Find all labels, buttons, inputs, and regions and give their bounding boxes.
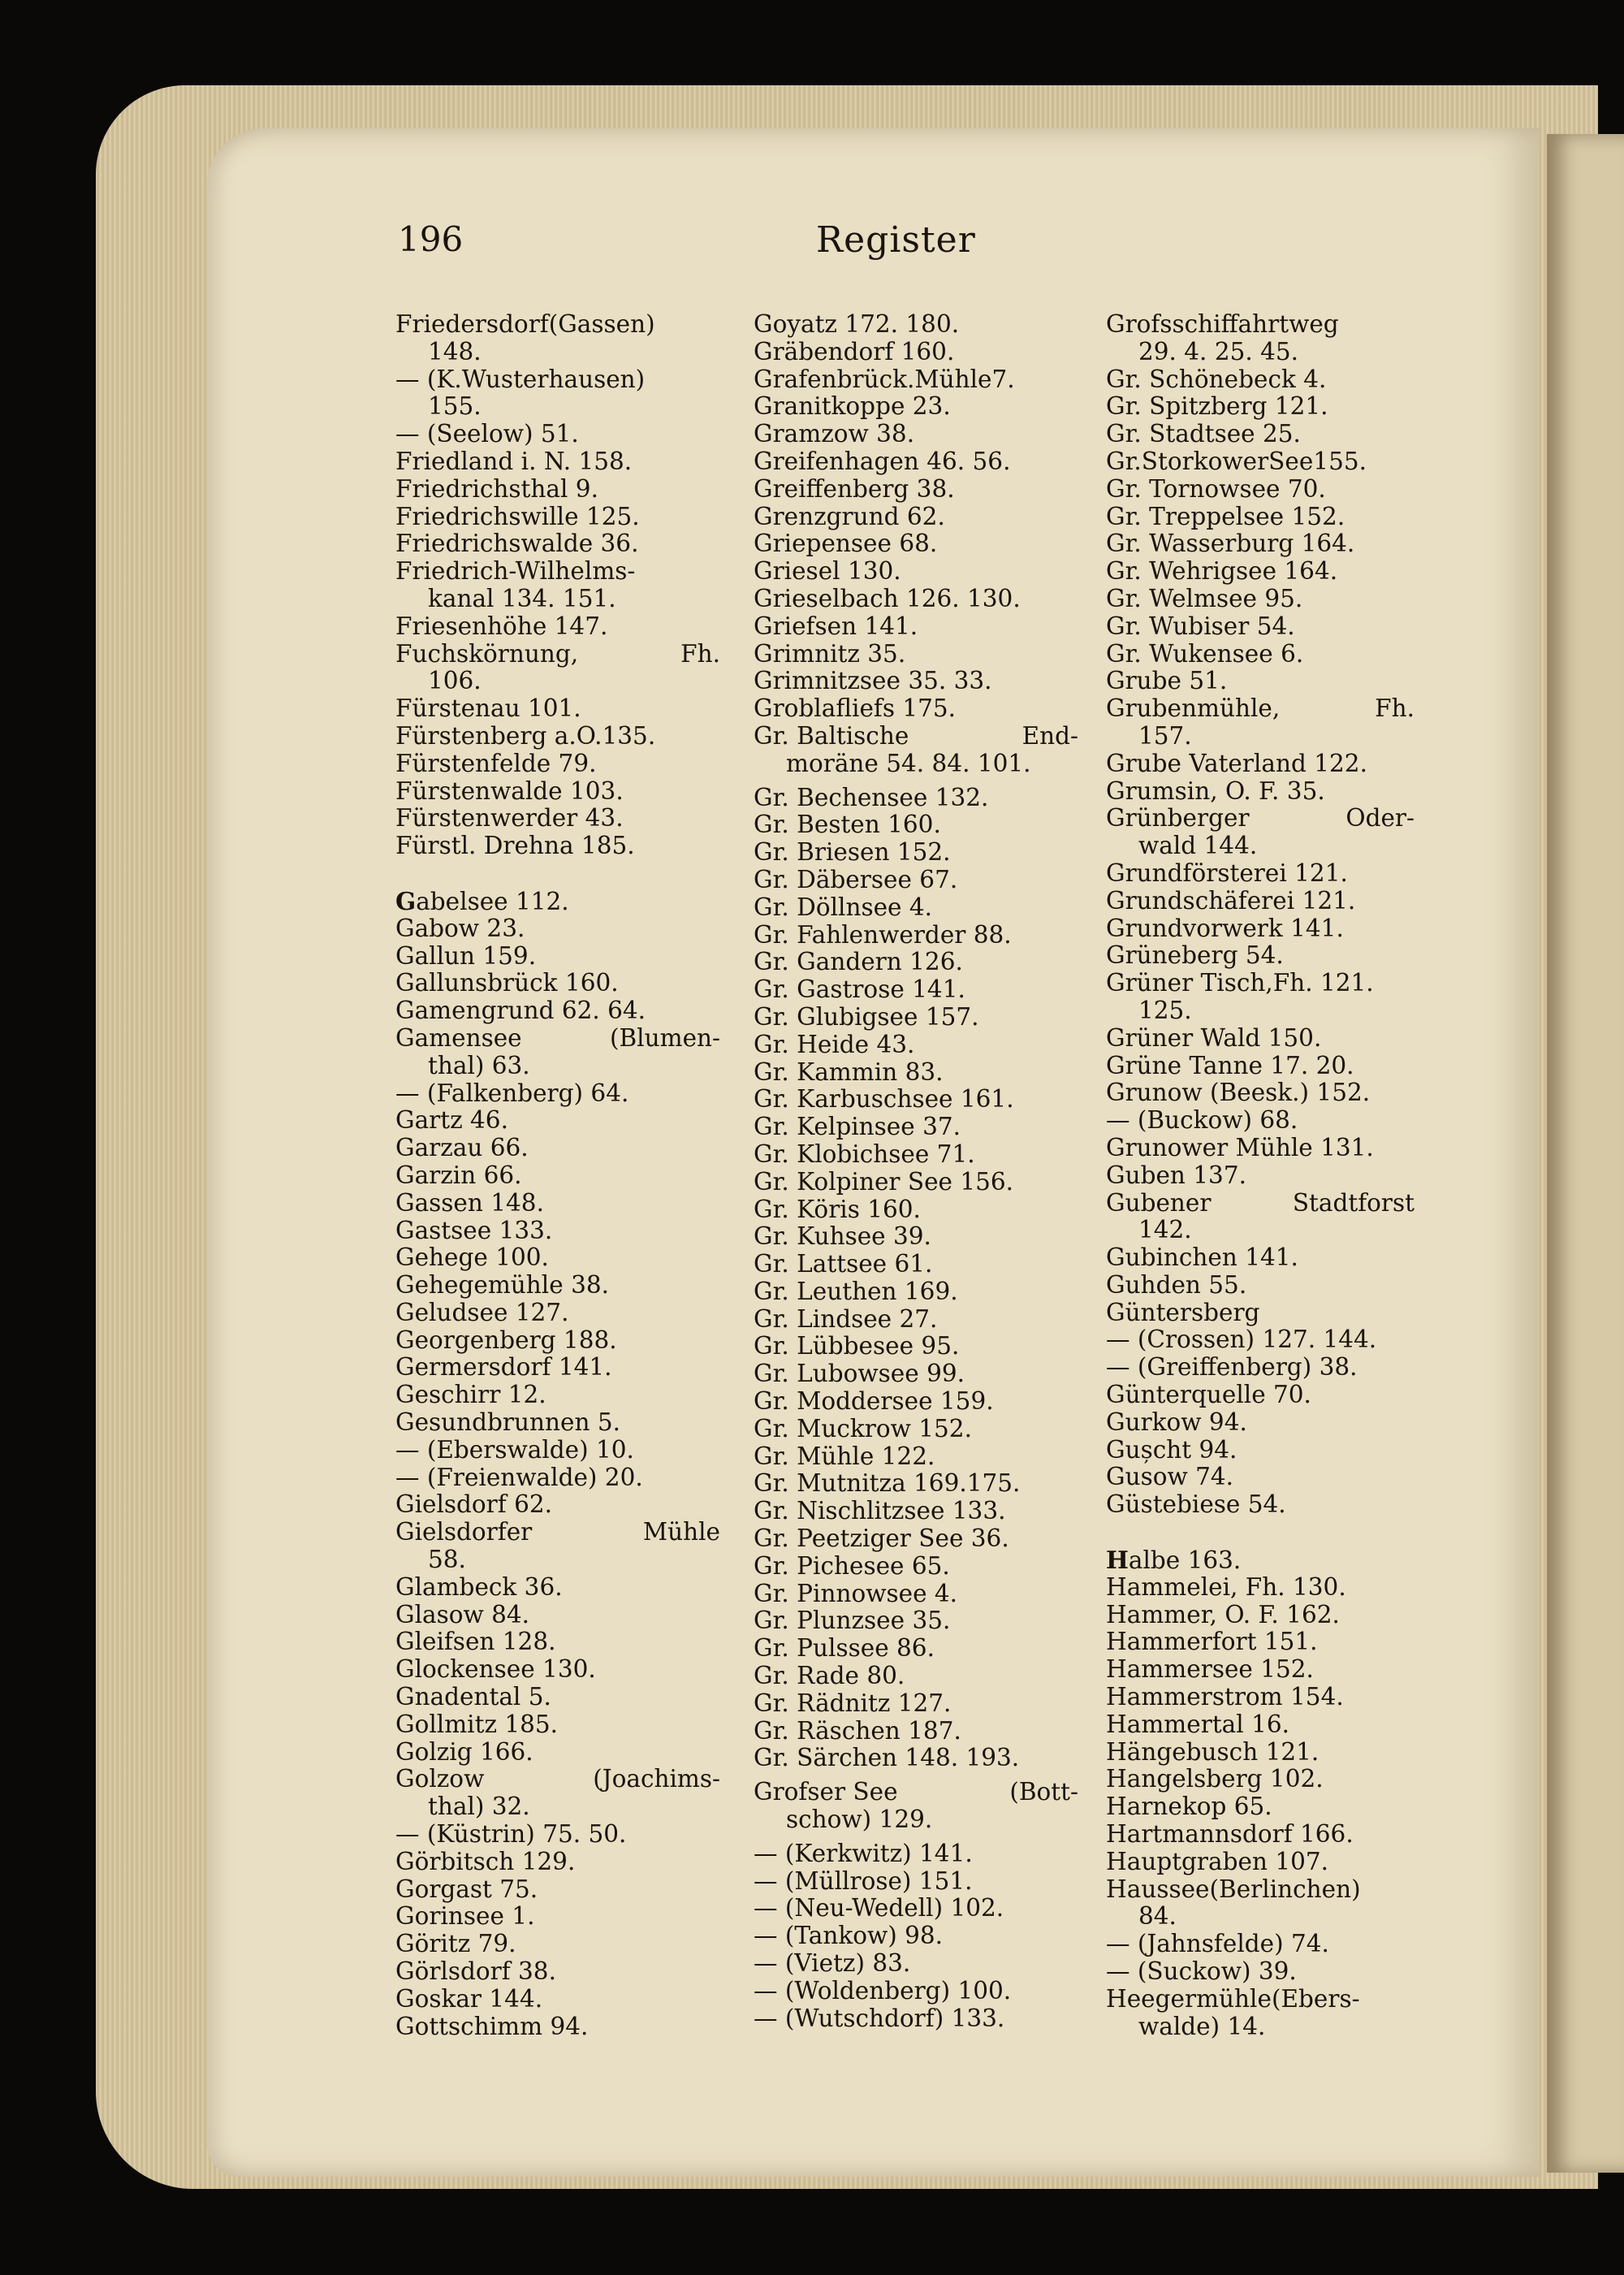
index-entry: Gr. Moddersee 159. <box>754 1387 994 1416</box>
index-entry-text: Gubener <box>1106 1188 1212 1217</box>
index-entry: Hammerstrom 154. <box>1106 1683 1344 1711</box>
index-entry-text-end: Fh. <box>680 639 720 668</box>
index-entry: Günterquelle 70. <box>1106 1381 1311 1409</box>
index-entry: Griepensee 68. <box>754 530 938 558</box>
index-entry: Geschirr 12. <box>395 1381 546 1409</box>
index-entry: Gramzow 38. <box>754 420 915 448</box>
index-entry: Gr. Pichesee 65. <box>754 1551 950 1580</box>
index-entry: Hauptgraben 107. <box>1106 1847 1329 1875</box>
index-entry: Gr. Leuthen 169. <box>754 1277 958 1305</box>
index-entry <box>395 888 720 915</box>
index-entry: Gr. Pulssee 86. <box>754 1634 935 1663</box>
index-entry: — (Woldenberg) 100. <box>754 1976 1012 2005</box>
index-entry: Friedland i. N. 158. <box>395 447 633 475</box>
index-entry: Glockensee 130. <box>395 1655 596 1684</box>
index-entry: Fürstl. Drehna 185. <box>395 832 635 860</box>
index-entry <box>754 723 1078 750</box>
index-entry: Hammelei, Fh. 130. <box>1106 1572 1346 1601</box>
index-entry: Görbitsch 129. <box>395 1847 576 1875</box>
index-entry: Harnekop 65. <box>1106 1793 1272 1821</box>
index-entry-text: Grünberger <box>1106 804 1250 833</box>
index-entry <box>1106 1190 1415 1218</box>
index-entry: Groblafliefs 175. <box>754 694 957 723</box>
index-entry-continuation: 29. 4. 25. 45. <box>1138 337 1299 365</box>
index-entry <box>395 641 720 668</box>
index-entry-continuation: thal) 32. <box>428 1793 530 1821</box>
section-initial: G <box>395 886 417 915</box>
index-entry: Greiffenberg 38. <box>754 474 955 503</box>
index-entry: — (K.Wusterhausen) <box>395 365 646 393</box>
index-entry: Gr. Däbersee 67. <box>754 865 958 893</box>
index-entry: Grüner Tisch,Fh. 121. <box>1106 969 1374 997</box>
index-entry: Gr. Rade 80. <box>754 1662 905 1690</box>
index-entry: Görlsdorf 38. <box>395 1957 556 1986</box>
index-entry: Friedrichswille 125. <box>395 502 640 530</box>
index-entry: — (Seelow) 51. <box>395 420 579 448</box>
index-entry-continuation: 125. <box>1138 996 1192 1024</box>
index-entry: Georgenberg 188. <box>395 1326 617 1354</box>
index-entry: Friesenhöhe 147. <box>395 612 608 640</box>
index-entry: Hammertal 16. <box>1106 1710 1289 1738</box>
index-entry <box>1106 1546 1415 1574</box>
index-entry: Gorgast 75. <box>395 1875 538 1903</box>
index-entry: Grube Vaterland 122. <box>1106 749 1367 777</box>
index-entry: Gielsdorf 62. <box>395 1490 552 1519</box>
index-entry <box>395 1025 720 1053</box>
index-entry-continuation: 106. <box>428 667 482 695</box>
index-entry: Grundschäferei 121. <box>1106 886 1356 915</box>
index-entry: Gnadental 5. <box>395 1683 551 1711</box>
index-entry: Gr. Plunzsee 35. <box>754 1607 951 1635</box>
index-entry: Gr. Bechensee 132. <box>754 783 989 811</box>
index-entry: Gabow 23. <box>395 914 525 942</box>
index-entry: — (Eberswalde) 10. <box>395 1435 634 1464</box>
index-entry: Fürstenwalde 103. <box>395 776 624 805</box>
index-entry: Gastsee 133. <box>395 1216 553 1244</box>
adjacent-page <box>1547 134 1624 2173</box>
index-entry: Gallunsbrück 160. <box>395 969 619 997</box>
index-entry <box>395 1766 720 1793</box>
index-entry: Gr. Klobichsee 71. <box>754 1140 975 1168</box>
index-entry: Gr. Schönebeck 4. <box>1106 365 1327 393</box>
index-entry-text: Grubenmühle, <box>1106 694 1281 723</box>
index-entry: Gartz 46. <box>395 1106 508 1135</box>
index-entry: Grunower Mühle 131. <box>1106 1133 1374 1161</box>
index-entry: Gamengrund 62. 64. <box>395 997 646 1025</box>
index-entry: Garzau 66. <box>395 1134 529 1162</box>
index-entry: Gr. Döllnsee 4. <box>754 893 933 921</box>
index-entry: Güstebiese 54. <box>1106 1490 1286 1519</box>
index-entry-text-end: Fh. <box>1375 694 1415 723</box>
index-entry: Greifenhagen 46. 56. <box>754 447 1011 475</box>
index-entry: Gr. Wukensee 6. <box>1106 639 1304 668</box>
index-entry: Gr. Nischlitzsee 133. <box>754 1497 1006 1525</box>
index-entry: Gr. Pinnowsee 4. <box>754 1579 958 1607</box>
index-entry: Gr. Lindsee 27. <box>754 1304 938 1333</box>
index-entry-text-end: End- <box>1021 721 1078 750</box>
index-entry: Glambeck 36. <box>395 1572 563 1601</box>
index-entry: Grüner Wald 150. <box>1106 1023 1322 1052</box>
index-entry: Grüneberg 54. <box>1106 941 1284 970</box>
index-entry: Gr. Treppelsee 152. <box>1106 502 1345 530</box>
index-entry: Gottschimm 94. <box>395 2012 589 2040</box>
index-entry: Gușcht 94. <box>1106 1435 1237 1464</box>
index-entry-text-end: Oder- <box>1345 804 1415 833</box>
index-entry: Fürstenfelde 79. <box>395 749 597 777</box>
index-entry-continuation: walde) 14. <box>1138 2012 1266 2040</box>
page-header <box>398 219 1437 268</box>
index-entry-continuation: 148. <box>428 337 482 365</box>
index-entry: Gr. Mühle 122. <box>754 1442 935 1470</box>
index-entry: Gr. Heide 43. <box>754 1030 915 1058</box>
index-entry: Geludsee 127. <box>395 1298 569 1326</box>
index-entry: Haussee(Berlinchen) <box>1106 1875 1361 1903</box>
index-entry: — (Buckow) 68. <box>1106 1106 1298 1135</box>
index-entry: Gr. Gastrose 141. <box>754 975 965 1004</box>
index-entry: Grundvorwerk 141. <box>1106 914 1344 942</box>
index-entry: Gr. Wasserburg 164. <box>1106 530 1355 558</box>
index-entry: Hammersee 152. <box>1106 1655 1314 1684</box>
index-entry-continuation: 155. <box>428 392 482 421</box>
index-entry-text-end: (Blumen- <box>609 1023 720 1052</box>
index-entry: — (Küstrin) 75. 50. <box>395 1820 627 1849</box>
index-entry-continuation: thal) 63. <box>428 1051 530 1079</box>
index-entry: — (Falkenberg) 64. <box>395 1079 629 1107</box>
index-entry: Gr. Lübbesee 95. <box>754 1332 960 1360</box>
index-entry: — (Tankow) 98. <box>754 1922 944 1950</box>
index-entry: Grube 51. <box>1106 667 1228 695</box>
index-entry: Fürstenau 101. <box>395 694 581 723</box>
index-entry-continuation: 58. <box>428 1546 466 1574</box>
index-column-3 <box>1106 311 1415 2040</box>
index-entry: Friedersdorf(Gassen) <box>395 310 655 338</box>
index-entry: Gr.StorkowerSee155. <box>1106 447 1367 475</box>
index-entry: Fürstenwerder 43. <box>395 804 624 833</box>
index-entry: Gr. Spitzberg 121. <box>1106 392 1328 421</box>
index-entry: Gr. Tornowsee 70. <box>1106 474 1326 503</box>
index-entry: Heegermühle(Ebers- <box>1106 1984 1360 2013</box>
index-entry-text: Fuchskörnung, <box>395 639 579 668</box>
index-entry-text: Gr. Baltische <box>754 721 909 750</box>
index-entry: Granitkoppe 23. <box>754 392 951 421</box>
index-entry: Hartmannsdorf 166. <box>1106 1820 1354 1849</box>
index-entry-continuation: 142. <box>1138 1216 1192 1244</box>
index-entry: Friedrichswalde 36. <box>395 530 639 558</box>
index-entry-text-end: (Bott- <box>1009 1778 1078 1806</box>
index-entry: Hangelsberg 102. <box>1106 1765 1324 1793</box>
index-entry: Gesundbrunnen 5. <box>395 1408 621 1437</box>
index-entry: — (Müllrose) 151. <box>754 1866 973 1895</box>
page-number: 196 <box>398 219 464 259</box>
index-entry: Glasow 84. <box>395 1600 530 1628</box>
index-entry: Friedrich-Wilhelms- <box>395 557 636 586</box>
index-entry-continuation: moräne 54. 84. 101. <box>786 749 1031 777</box>
index-entry: Hammer, O. F. 162. <box>1106 1600 1340 1628</box>
index-entry: Gr. Lubowsee 99. <box>754 1360 965 1388</box>
index-entry: Gr. Karbuschsee 161. <box>754 1085 1014 1114</box>
index-entry: Goyatz 172. 180. <box>754 310 960 338</box>
index-entry: Gr. Särchen 148. 193. <box>754 1744 1020 1772</box>
index-entry: Germersdorf 141. <box>395 1353 612 1382</box>
index-entry: Grimnitzsee 35. 33. <box>754 667 992 695</box>
index-entry-text: Grofser See <box>754 1778 898 1806</box>
index-entry: — (Greiffenberg) 38. <box>1106 1353 1358 1382</box>
index-entry: Gassen 148. <box>395 1188 544 1217</box>
index-entry: Göritz 79. <box>395 1930 516 1958</box>
index-entry: Hängebusch 121. <box>1106 1737 1320 1766</box>
index-entry: Gr. Kuhsee 39. <box>754 1222 931 1251</box>
index-entry: Gusow 74. <box>1106 1463 1234 1491</box>
index-entry: Fürstenberg a.O.135. <box>395 721 656 750</box>
index-entry: Guben 137. <box>1106 1161 1246 1189</box>
index-entry <box>1106 695 1415 723</box>
index-entry-text-end: (Joachims- <box>593 1765 720 1793</box>
index-entry: Hammerfort 151. <box>1106 1628 1318 1656</box>
index-entry: Gr. Rädnitz 127. <box>754 1689 952 1717</box>
index-entry: Gr. Glubigsee 157. <box>754 1002 979 1031</box>
index-entry: Gollmitz 185. <box>395 1710 559 1738</box>
index-entry: Güntersberg <box>1106 1298 1260 1326</box>
index-entry: Grenzgrund 62. <box>754 502 945 530</box>
index-entry: Gräbendorf 160. <box>754 337 955 365</box>
index-entry: Gr. Wehrigsee 164. <box>1106 557 1338 586</box>
index-entry-continuation: kanal 134. 151. <box>428 584 616 612</box>
index-entry-text: Halbe 163. <box>1106 1546 1242 1575</box>
index-entry-text-end: Mühle <box>642 1518 720 1546</box>
index-entry-continuation: wald 144. <box>1138 832 1258 860</box>
index-entry: Grunow (Beesk.) 152. <box>1106 1079 1371 1107</box>
index-entry: Gorinsee 1. <box>395 1902 535 1931</box>
index-entry: Gr. Besten 160. <box>754 811 941 839</box>
index-entry: Grieselbach 126. 130. <box>754 584 1021 612</box>
index-entry: Garzin 66. <box>395 1161 522 1189</box>
index-entry: Grimnitz 35. <box>754 639 906 668</box>
index-entry-text: Gamensee <box>395 1023 522 1052</box>
index-entry: Gr. Kolpiner See 156. <box>754 1167 1014 1196</box>
index-entry: Grüne Tanne 17. 20. <box>1106 1051 1354 1079</box>
index-column-1 <box>395 311 720 2040</box>
index-entry: — (Jahnsfelde) 74. <box>1106 1930 1329 1958</box>
index-column-2 <box>754 311 1078 2032</box>
index-entry: Grafenbrück.Mühle7. <box>754 365 1015 393</box>
index-entry: Gr. Stadtsee 25. <box>1106 420 1301 448</box>
index-entry <box>1106 805 1415 833</box>
index-entry: Gehegemühle 38. <box>395 1271 609 1300</box>
index-entry: — (Neu-Wedell) 102. <box>754 1894 1004 1923</box>
index-entry-text-end: Stadtforst <box>1292 1188 1415 1217</box>
index-entry: — (Crossen) 127. 144. <box>1106 1326 1377 1354</box>
index-entry: Griefsen 141. <box>754 612 918 640</box>
index-entry-text: Golzow <box>395 1765 485 1793</box>
index-entry: Golzig 166. <box>395 1737 533 1766</box>
index-entry: Gehege 100. <box>395 1243 549 1272</box>
index-entry: Gleifsen 128. <box>395 1628 556 1656</box>
index-entry: — (Vietz) 83. <box>754 1949 911 1978</box>
index-entry: Guhden 55. <box>1106 1270 1247 1299</box>
index-entry: Gr. Köris 160. <box>754 1195 921 1223</box>
index-entry-continuation: 157. <box>1138 721 1192 750</box>
index-entry: Grofsschiffahrtweg <box>1106 310 1339 338</box>
index-entry: Griesel 130. <box>754 557 901 586</box>
index-entry: Gr. Lattsee 61. <box>754 1250 933 1278</box>
index-entry: Gr. Fahlenwerder 88. <box>754 920 1012 949</box>
index-entry: Friedrichsthal 9. <box>395 474 598 503</box>
index-entry: — (Kerkwitz) 141. <box>754 1839 973 1867</box>
index-entry: Gr. Wubiser 54. <box>1106 612 1295 640</box>
index-entry: Gallun 159. <box>395 941 537 970</box>
index-entry: Gr. Mutnitza 169.175. <box>754 1469 1021 1498</box>
index-entry: Gr. Welmsee 95. <box>1106 584 1303 612</box>
index-entry-text: Gabelsee 112. <box>395 886 569 915</box>
index-entry: — (Suckow) 39. <box>1106 1957 1297 1986</box>
index-entry: Gr. Briesen 152. <box>754 838 951 867</box>
index-entry: Gr. Peetziger See 36. <box>754 1525 1009 1553</box>
index-entry: Gurkow 94. <box>1106 1408 1247 1436</box>
index-entry-text: Gielsdorfer <box>395 1518 533 1546</box>
index-entry: Gr. Kelpinsee 37. <box>754 1113 961 1141</box>
index-entry-continuation: 84. <box>1138 1902 1177 1931</box>
index-entry: Goskar 144. <box>395 1984 543 2013</box>
index-entry: Gr. Muckrow 152. <box>754 1414 972 1442</box>
index-entry: Grundförsterei 121. <box>1106 859 1348 887</box>
index-entry: Gr. Gandern 126. <box>754 948 963 976</box>
index-entry: Gr. Kammin 83. <box>754 1057 944 1086</box>
index-entry: — (Wutschdorf) 133. <box>754 2004 1005 2032</box>
index-entry-continuation: schow) 129. <box>786 1806 933 1834</box>
section-initial: H <box>1106 1546 1129 1575</box>
index-entry <box>754 1779 1078 1806</box>
index-entry: Grumsin, O. F. 35. <box>1106 776 1325 805</box>
page-title: Register <box>816 219 976 261</box>
index-entry: Gubinchen 141. <box>1106 1243 1298 1272</box>
index-entry <box>395 1519 720 1546</box>
index-entry: — (Freienwalde) 20. <box>395 1463 643 1491</box>
index-entry: Gr. Räschen 187. <box>754 1716 961 1745</box>
